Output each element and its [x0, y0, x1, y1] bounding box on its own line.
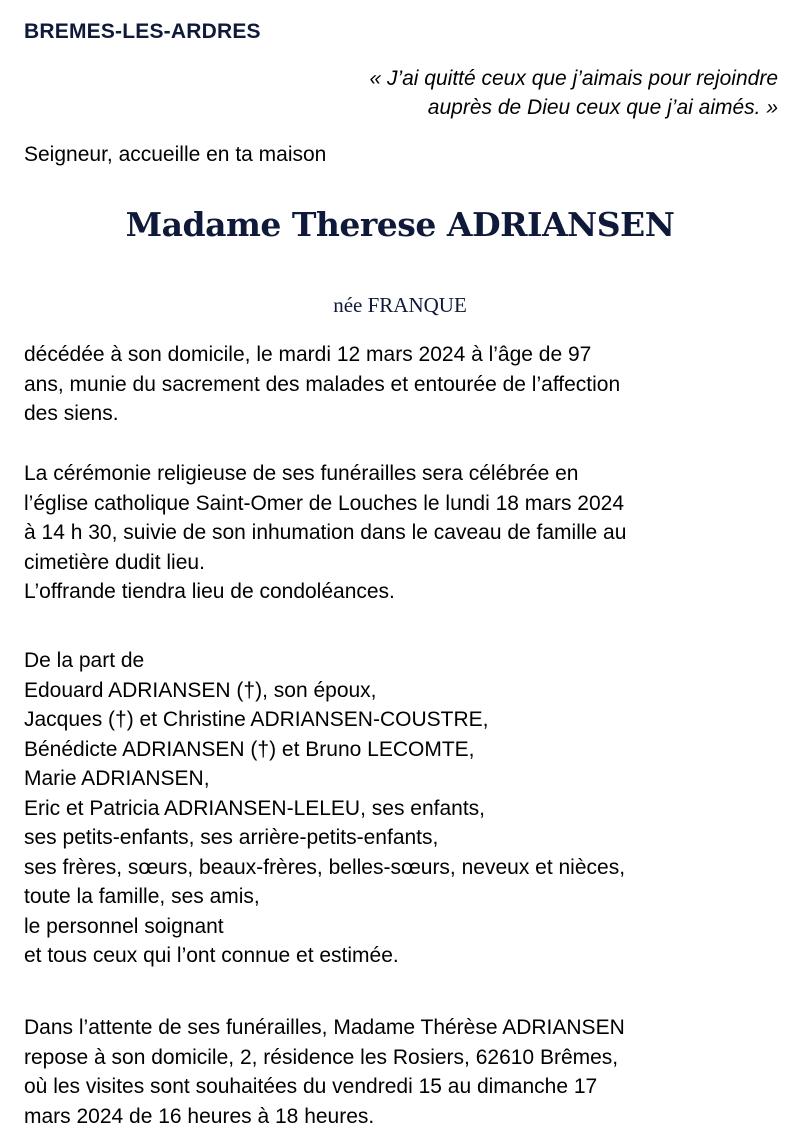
text-line: décédée à son domicile, le mardi 12 mars 2024 à l’âge de 97 [24, 343, 592, 366]
text-line: Jacques (†) et Christine ADRIANSEN-COUSTRE, [24, 708, 489, 731]
text-line: des siens. [24, 402, 119, 425]
text-line: Edouard ADRIANSEN (†), son époux, [24, 678, 377, 702]
death-paragraph [24, 340, 784, 429]
text-line: ses petits-enfants, ses arrière-petits-enfants, [24, 826, 439, 849]
deceased-name: Madame Therese ADRIANSEN [125, 205, 675, 244]
text-line: toute la famille, ses amis, [24, 885, 260, 908]
quote-line: « J’ai quitté ceux que j’aimais pour rejoindre [369, 67, 778, 90]
text-line: La cérémonie religieuse de ses funérailles sera célébrée en [24, 462, 579, 485]
quote-line: auprès de Dieu ceux que j’ai aimés. » [427, 96, 778, 119]
ceremony-paragraph [24, 459, 784, 607]
text-line: ses frères, sœurs, beaux-frères, belles-sœurs, neveux et nièces, [24, 855, 626, 879]
text-line: ans, munie du sacrement des malades et entourée de l’affection [24, 372, 621, 396]
visitation-paragraph [24, 1013, 784, 1131]
text-line: et tous ceux qui l’ont connue et estimée. [24, 944, 399, 967]
family-paragraph [24, 646, 784, 971]
intro-line: Seigneur, accueille en ta maison [24, 143, 327, 166]
text-line: De la part de [24, 649, 145, 672]
epigraph-quote [178, 64, 778, 122]
text-line: l’église catholique Saint-Omer de Louches le lundi 18 mars 2024 [24, 491, 625, 515]
text-line: Dans l’attente de ses funérailles, Madame Thérèse ADRIANSEN [24, 1016, 625, 1039]
text-line: mars 2024 de 16 heures à 18 heures. [24, 1104, 375, 1128]
text-line: Eric et Patricia ADRIANSEN-LELEU, ses enfants, [24, 796, 486, 820]
text-line: le personnel soignant [24, 914, 224, 938]
location-heading: BREMES-LES-ARDRES [24, 20, 261, 43]
text-line: à 14 h 30, suivie de son inhumation dans le caveau de famille au [24, 521, 627, 544]
text-line: cimetière dudit lieu. [24, 550, 205, 574]
text-line: où les visites sont souhaitées du vendredi 15 au dimanche 17 [24, 1075, 598, 1098]
maiden-name: née FRANQUE [333, 293, 467, 317]
text-line: repose à son domicile, 2, résidence les Rosiers, 62610 Brêmes, [24, 1045, 619, 1069]
text-line: Marie ADRIANSEN, [24, 767, 210, 790]
text-line: L’offrande tiendra lieu de condoléances. [24, 580, 395, 603]
text-line: Bénédicte ADRIANSEN (†) et Bruno LECOMTE, [24, 737, 475, 761]
